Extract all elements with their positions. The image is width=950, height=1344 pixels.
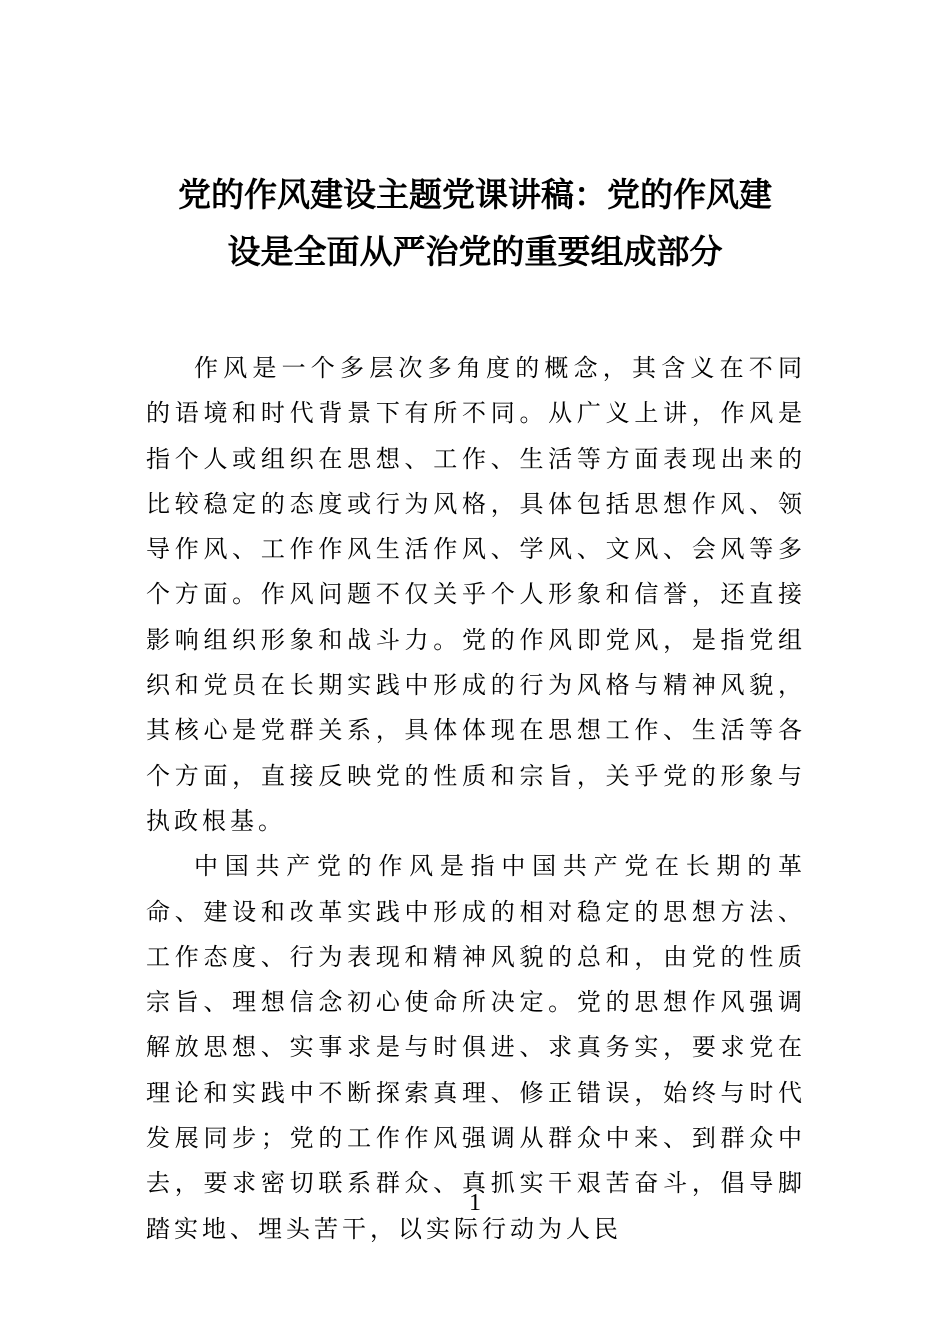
document-body: [146, 346, 806, 1252]
paragraph-2: 中国共产党的作风是指中国共产党在长期的革命、建设和改革实践中形成的相对稳定的思想方法、工作态度、行为表现和精神风貌的总和，由党的性质宗旨、理想信念初心使命所决定。党的思想作风强调解放思想、实事求是与时俱进、求真务实，要求党在理论和实践中不断探索真理、修正错误，始终与时代发展同步；党的工作作风强调从群众中来、到群众中去，要求密切联系群众、真抓实干艰苦奋斗，倡导脚踏实地、埋头苦干，以实际行动为人民: [146, 852, 806, 1243]
title-line-1: 党的作风建设主题党课讲稿：党的作风建: [178, 175, 772, 214]
page-number: 1: [469, 1190, 481, 1216]
paragraph-1: 作风是一个多层次多角度的概念，其含义在不同的语境和时代背景下有所不同。从广义上讲，作风是指个人或组织在思想、工作、生活等方面表现出来的比较稳定的态度或行为风格，具体包括思想作风、领导作风、工作作风生活作风、学风、文风、会风等多个方面。作风问题不仅关乎个人形象和信誉，还直接影响组织形象和战斗力。党的作风即党风，是指党组织和党员在长期实践中形成的行为风格与精神风貌，其核心是党群关系，具体体现在思想工作、生活等各个方面，直接反映党的性质和宗旨，关乎党的形象与执政根基。: [146, 354, 806, 835]
title-line-2: 设是全面从严治党的重要组成部分: [227, 232, 723, 271]
document-title: [140, 166, 810, 280]
